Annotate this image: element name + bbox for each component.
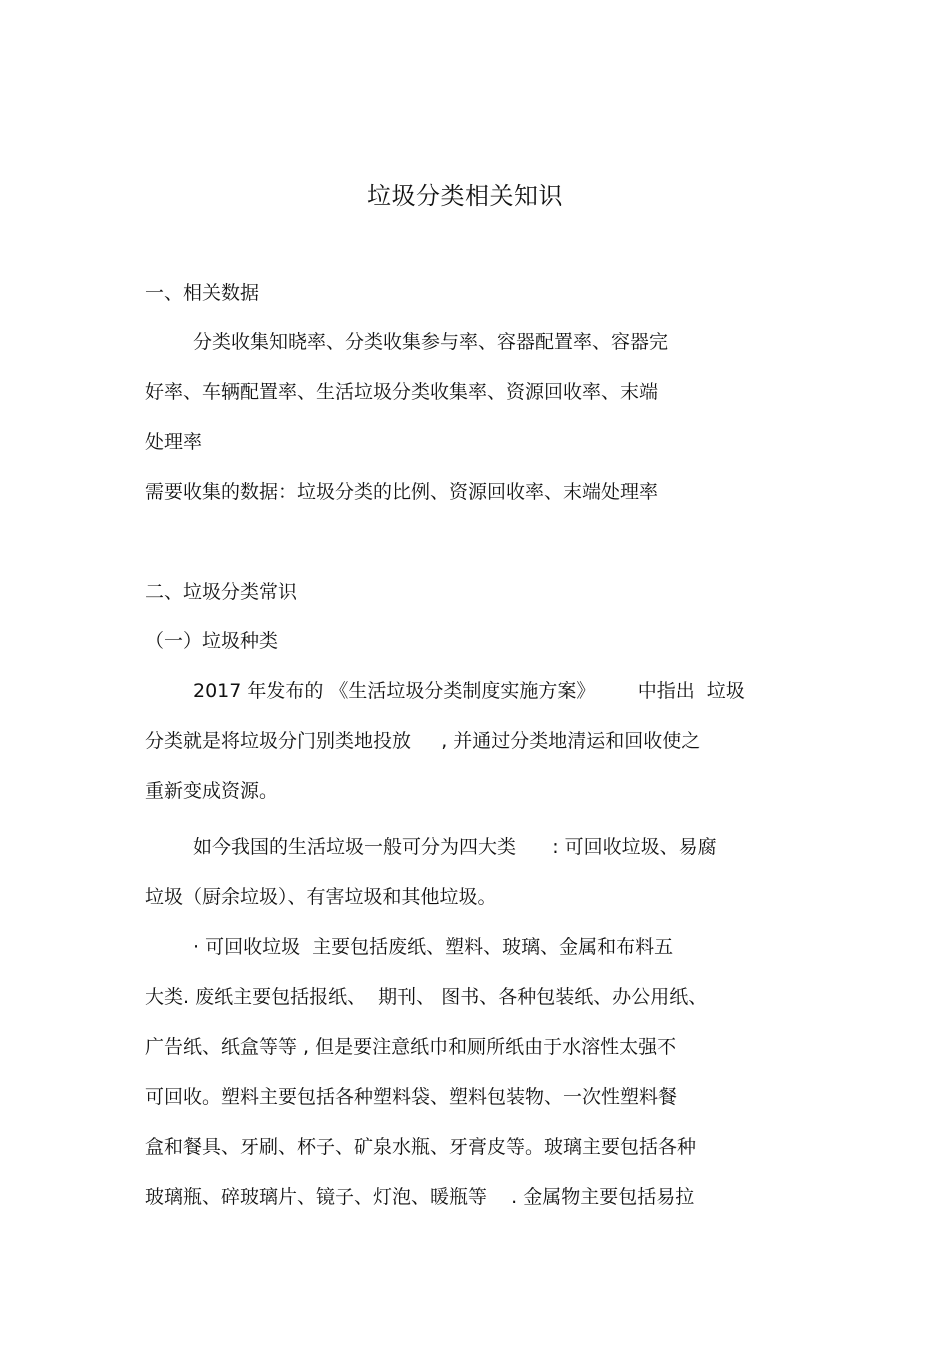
paragraph-line: 2017 年发布的 《生活垃圾分类制度实施方案》 中指出 垃圾 [193, 680, 745, 702]
document-title: 垃圾分类相关知识 [367, 182, 563, 210]
paragraph-line: · 可回收垃圾 主要包括废纸、塑料、玻璃、金属和布料五 [193, 936, 674, 958]
section-heading-related-data: 一、相关数据 [145, 282, 260, 304]
paragraph-line: 重新变成资源。 [145, 780, 279, 802]
subheading-garbage-types: （一）垃圾种类 [145, 630, 279, 652]
paragraph-line: 好率、车辆配置率、生活垃圾分类收集率、资源回收率、末端 [145, 381, 659, 403]
section-heading-common-knowledge: 二、垃圾分类常识 [145, 581, 298, 603]
paragraph-data-needed: 需要收集的数据：垃圾分类的比例、资源回收率、末端处理率 [145, 481, 659, 503]
paragraph-line: 大类. 废纸主要包括报纸、 期刊、 图书、各种包装纸、办公用纸、 [145, 986, 708, 1008]
paragraph-line: 垃圾（厨余垃圾）、有害垃圾和其他垃圾。 [145, 886, 497, 908]
paragraph-line: 处理率 [145, 431, 203, 453]
paragraph-line: 分类就是将垃圾分门别类地投放 , 并通过分类地清运和回收使之 [145, 730, 701, 752]
paragraph-line: 可回收。塑料主要包括各种塑料袋、塑料包装物、一次性塑料餐 [145, 1086, 678, 1108]
paragraph-line: 如今我国的生活垃圾一般可分为四大类 : 可回收垃圾、易腐 [193, 836, 717, 858]
paragraph-line: 盒和餐具、牙刷、杯子、矿泉水瓶、牙膏皮等。玻璃主要包括各种 [145, 1136, 697, 1158]
paragraph-line: 玻璃瓶、碎玻璃片、镜子、灯泡、暖瓶等 . 金属物主要包括易拉 [145, 1186, 695, 1208]
paragraph-line: 广告纸、纸盒等等 , 但是要注意纸巾和厕所纸由于水溶性太强不 [145, 1036, 677, 1058]
paragraph-line: 分类收集知晓率、分类收集参与率、容器配置率、容器完 [193, 331, 669, 353]
